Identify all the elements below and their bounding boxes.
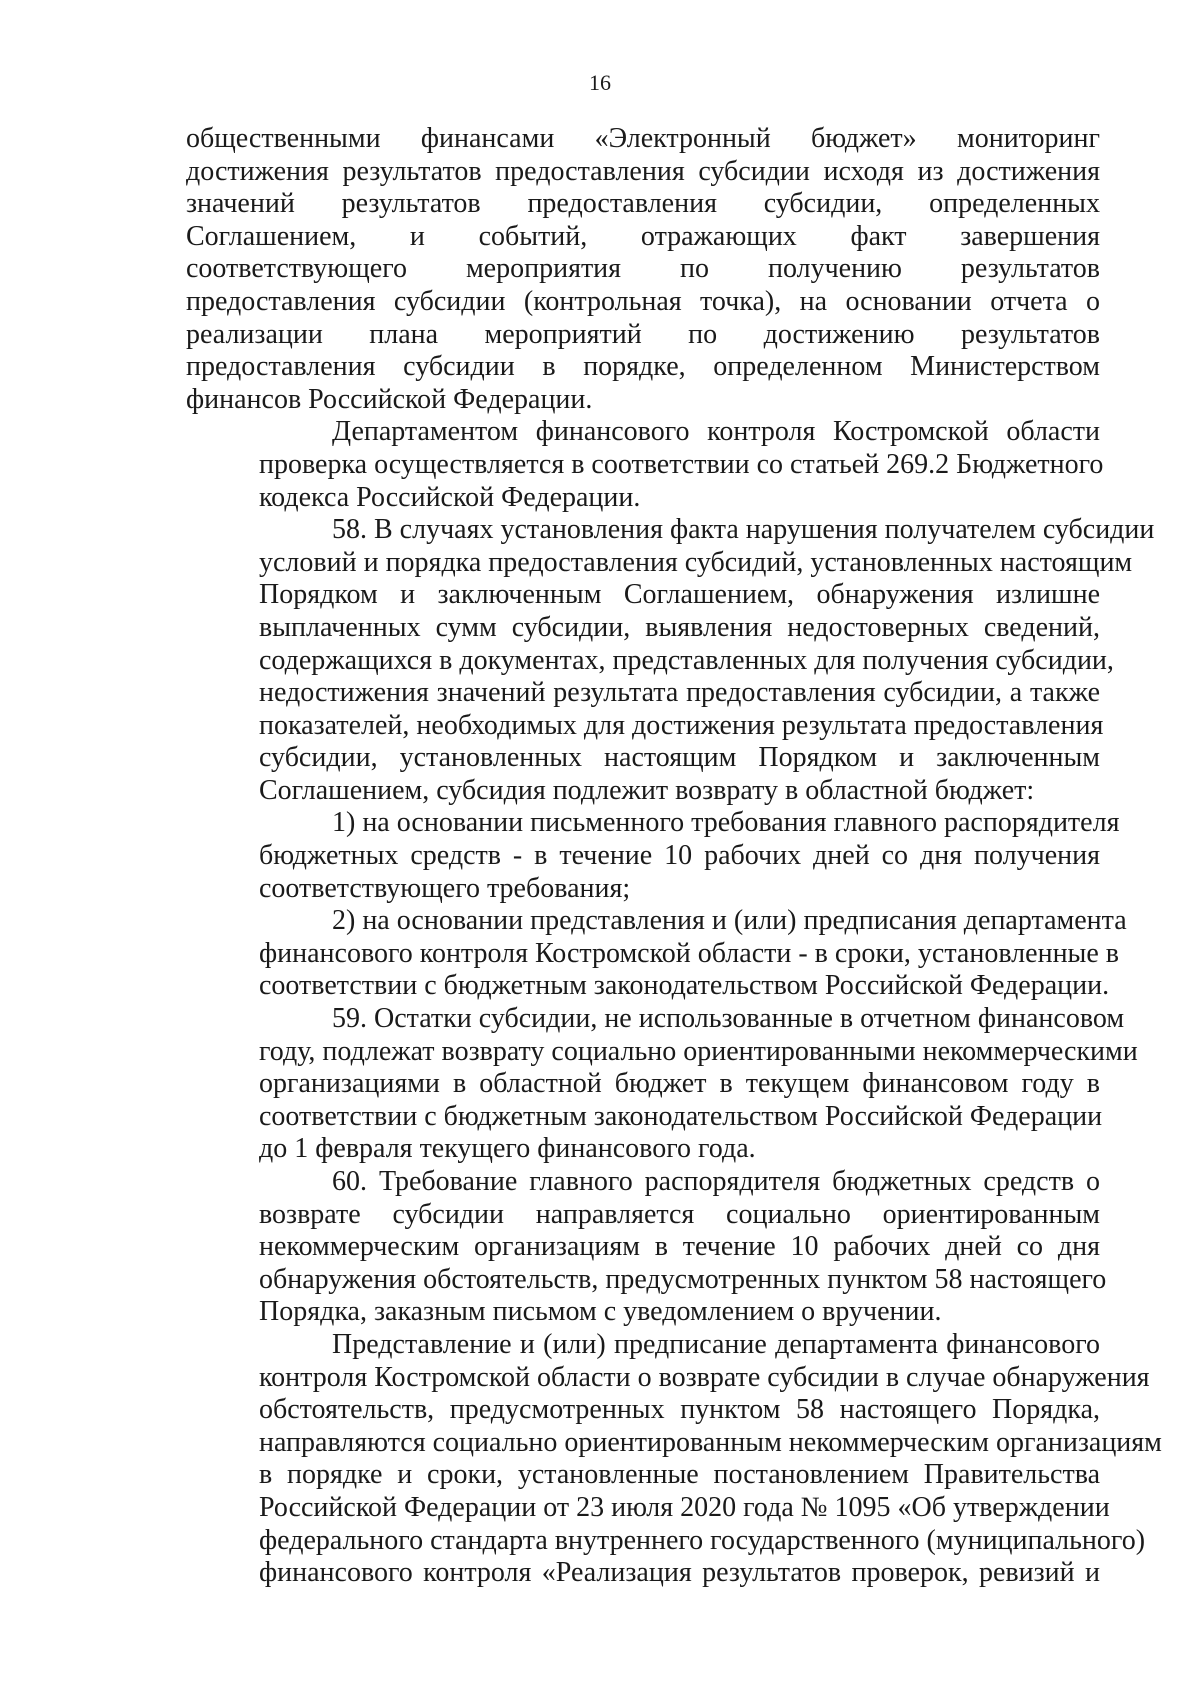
- paragraph-item-59: [186, 1003, 1138, 1166]
- text-line: направляются социально ориентированным некоммерческим организациям: [259, 1426, 1162, 1458]
- text-line: проверка осуществляется в соответствии со статьей 269.2 Бюджетного: [259, 448, 1104, 480]
- text-line: контроля Костромской области о возврате субсидии в случае обнаружения: [259, 1361, 1150, 1393]
- text-line: кодекса Российской Федерации.: [259, 481, 641, 513]
- page-number: 16: [589, 70, 611, 95]
- paragraph-item-58-1: [186, 807, 1120, 905]
- text-line: соответствующего мероприятия по получению результатов: [186, 253, 1100, 285]
- text-line: общественными финансами «Электронный бюджет» мониторинг: [186, 123, 1100, 154]
- text-line: предоставления субсидии в порядке, определенном Министерством: [186, 351, 1100, 383]
- paragraph-item-60: [186, 1166, 1107, 1329]
- text-line: 58. В случаях установления факта нарушения получателем субсидии: [332, 514, 1155, 546]
- text-line: Департаментом финансового контроля Костромской области: [332, 416, 1100, 448]
- text-line: реализации плана мероприятий по достижению результатов: [186, 318, 1100, 350]
- text-line: значений результатов предоставления субсидии, определенных: [186, 188, 1100, 220]
- text-line: 59. Остатки субсидии, не использованные в отчетном финансовом: [332, 1003, 1125, 1035]
- text-line: Представление и (или) предписание департамента финансового: [332, 1328, 1100, 1360]
- text-line: организациями в областной бюджет в текущем финансовом году в: [259, 1068, 1100, 1100]
- text-line: обнаружения обстоятельств, предусмотренных пунктом 58 настоящего: [259, 1263, 1107, 1295]
- document-body: [186, 123, 1162, 1590]
- text-line: недостижения значений результата предоставления субсидии, а также: [259, 677, 1100, 709]
- text-line: обстоятельств, предусмотренных пунктом 58 настоящего Порядка,: [259, 1394, 1100, 1426]
- text-line: до 1 февраля текущего финансового года.: [259, 1133, 756, 1165]
- text-line: 60. Требование главного распорядителя бюджетных средств о: [332, 1166, 1100, 1197]
- text-line: некоммерческим организациям в течение 10 рабочих дней со дня: [259, 1231, 1100, 1263]
- paragraph-item-58: [186, 514, 1155, 807]
- text-line: субсидии, установленных настоящим Порядком и заключенным: [259, 742, 1100, 774]
- text-line: в порядке и сроки, установленные постановлением Правительства: [259, 1459, 1100, 1491]
- text-line: соответствующего требования;: [259, 872, 631, 904]
- text-line: соответствии с бюджетным законодательством Российской Федерации.: [259, 970, 1110, 1002]
- text-line: достижения результатов предоставления субсидии исходя из достижения: [186, 155, 1100, 187]
- text-line: Соглашением, и событий, отражающих факт завершения: [186, 220, 1100, 252]
- paragraph-department-check: [186, 416, 1104, 514]
- text-line: Порядка, заказным письмом с уведомлением о вручении.: [259, 1296, 942, 1328]
- text-line: 2) на основании представления и (или) предписания департамента: [332, 905, 1127, 937]
- text-line: показателей, необходимых для достижения результата предоставления: [259, 709, 1104, 741]
- text-line: 1) на основании письменного требования главного распорядителя: [332, 807, 1120, 839]
- text-line: финансов Российской Федерации.: [186, 383, 593, 415]
- text-line: бюджетных средств - в течение 10 рабочих дней со дня получения: [259, 840, 1100, 872]
- text-line: году, подлежат возврату социально ориентированными некоммерческими: [259, 1035, 1138, 1067]
- paragraph-continuation: [186, 123, 1100, 416]
- text-line: Соглашением, субсидия подлежит возврату в областной бюджет:: [259, 774, 1035, 806]
- text-line: финансового контроля Костромской области - в сроки, установленные в: [259, 937, 1120, 969]
- text-line: федерального стандарта внутреннего государственного (муниципального): [259, 1524, 1146, 1556]
- text-line: Российской Федерации от 23 июля 2020 года № 1095 «Об утверждении: [259, 1491, 1110, 1523]
- text-line: содержащихся в документах, представленных для получения субсидии,: [259, 644, 1114, 676]
- text-line: условий и порядка предоставления субсидий, установленных настоящим: [259, 546, 1133, 578]
- paragraph-item-60-representation: [186, 1328, 1162, 1590]
- text-line: возврате субсидии направляется социально ориентированным: [259, 1198, 1100, 1230]
- paragraph-item-58-2: [186, 905, 1127, 1003]
- text-line: Порядком и заключенным Соглашением, обнаружения излишне: [259, 579, 1100, 611]
- text-line: финансового контроля «Реализация результатов проверок, ревизий и: [259, 1557, 1100, 1589]
- text-line: выплаченных сумм субсидии, выявления недостоверных сведений,: [259, 611, 1100, 643]
- text-line: предоставления субсидии (контрольная точка), на основании отчета о: [186, 285, 1100, 317]
- text-line: соответствии с бюджетным законодательством Российской Федерации: [259, 1100, 1103, 1132]
